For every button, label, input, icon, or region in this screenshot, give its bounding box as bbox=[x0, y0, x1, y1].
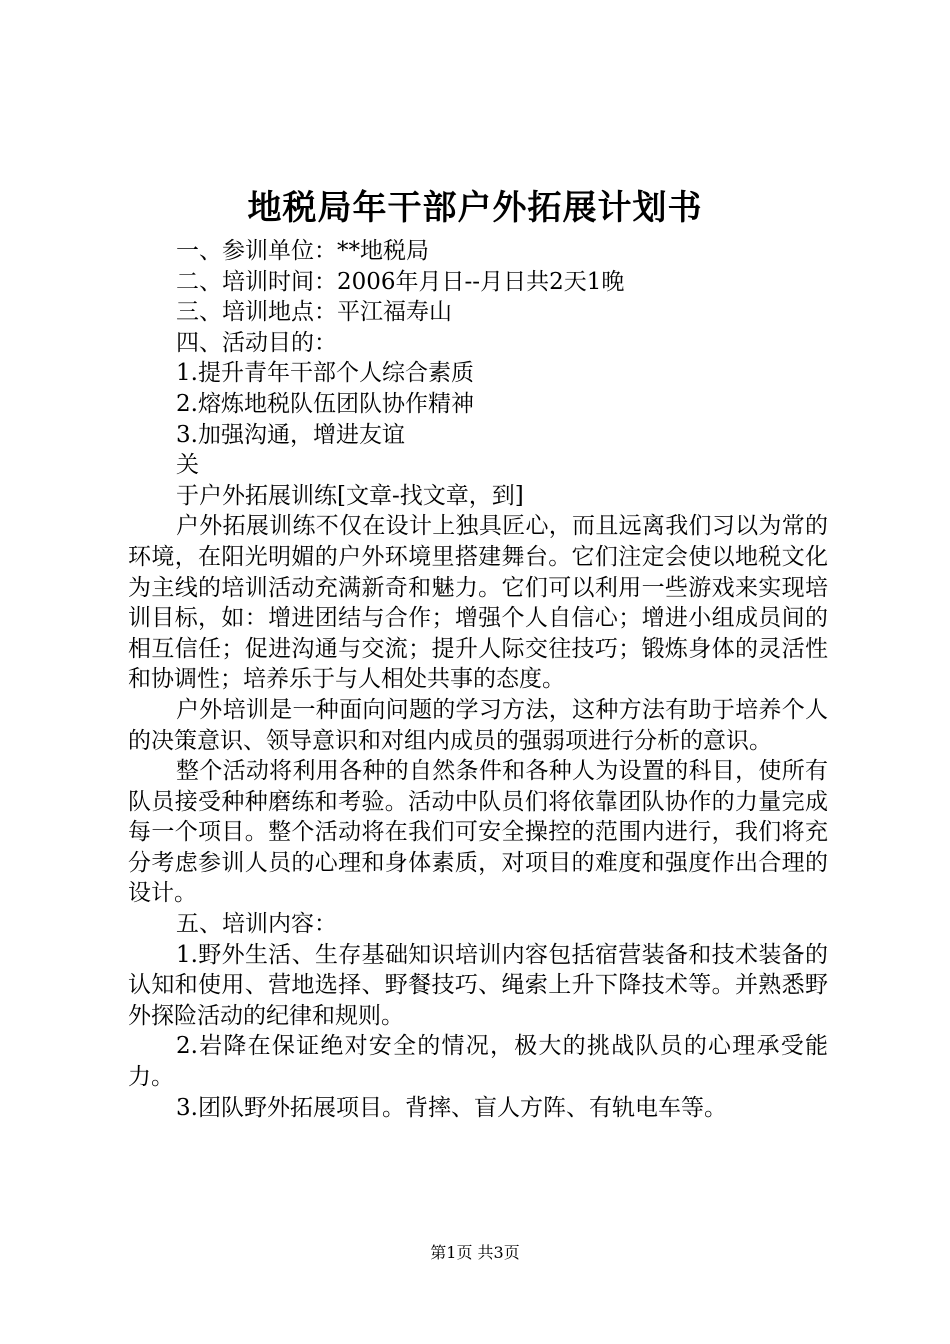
about-fragment: 关 bbox=[176, 452, 199, 479]
item-training-location: 三、培训地点：平江福寿山 bbox=[176, 299, 452, 326]
training-content-item-2: 2.岩降在保证绝对安全的情况，极大的挑战队员的心理承受能力。 bbox=[128, 1033, 828, 1091]
section-5-heading: 五、培训内容： bbox=[176, 911, 337, 938]
goal-item-2: 2.熔炼地税队伍团队协作精神 bbox=[176, 390, 474, 417]
document-title: 地税局年干部户外拓展计划书 bbox=[247, 188, 703, 228]
about-outdoor-training-heading: 于户外拓展训练[文章-找文章，到] bbox=[176, 482, 524, 509]
item-training-time: 二、培训时间：2006年月日--月日共2天1晚 bbox=[176, 268, 625, 295]
item-participant-unit: 一、参训单位：**地税局 bbox=[176, 238, 429, 264]
document-body bbox=[128, 236, 828, 1123]
training-content-item-1: 1.野外生活、生存基础知识培训内容包括宿营装备和技术装备的认知和使用、营地选择、野餐技巧、绳索上升下降技术等。并熟悉野外探险活动的纪律和规则。 bbox=[128, 941, 828, 1029]
paragraph-outdoor-training: 户外拓展训练不仅在设计上独具匠心，而且远离我们习以为常的环境，在阳光明媚的户外环境里搭建舞台。它们注定会使以地税文化为主线的培训活动充满新奇和魅力。它们可以利用一些游戏来实现培训目标，如：增进团结与合作；增强个人自信心；增进小组成员间的相互信任；促进沟通与交流；提升人际交往技巧；锻炼身体的灵活性和协调性；培养乐于与人相处共事的态度。 bbox=[128, 513, 828, 693]
page-footer: 第1页 共3页 bbox=[430, 1243, 520, 1262]
item-activity-goals-heading: 四、活动目的： bbox=[176, 329, 337, 356]
goal-item-1: 1.提升青年干部个人综合素质 bbox=[176, 360, 474, 387]
goal-item-3: 3.加强沟通，增进友谊 bbox=[176, 421, 405, 448]
paragraph-activity-design: 整个活动将利用各种的自然条件和各种人为设置的科目，使所有队员接受种种磨练和考验。活动中队员们将依靠团队协作的力量完成每一个项目。整个活动将在我们可安全操控的范围内进行，我们将充分考虑参训人员的心理和身体素质，对项目的难度和强度作出合理的设计。 bbox=[128, 758, 828, 907]
paragraph-learning-method: 户外培训是一种面向问题的学习方法，这种方法有助于培养个人的决策意识、领导意识和对组内成员的强弱项进行分析的意识。 bbox=[128, 696, 828, 754]
training-content-item-3: 3.团队野外拓展项目。背摔、盲人方阵、有轨电车等。 bbox=[176, 1094, 727, 1121]
